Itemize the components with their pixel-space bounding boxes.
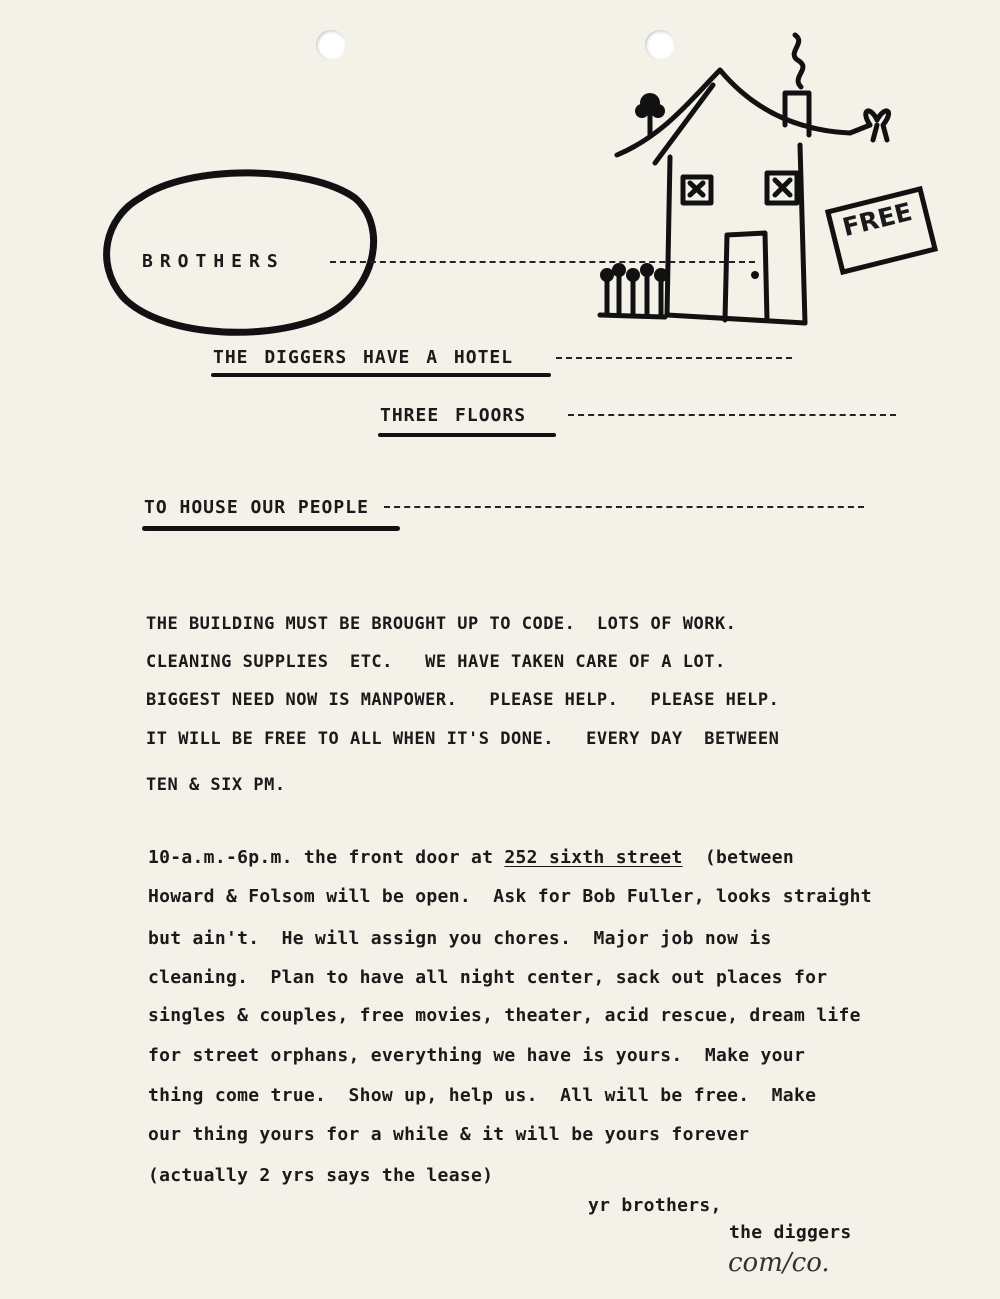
paragraph1-line: TEN & SIX PM.	[146, 775, 286, 795]
heading-house: TO HOUSE OUR PEOPLE	[144, 497, 369, 518]
paragraph2-line: Howard & Folsom will be open. Ask for Bob Fuller, looks straight	[148, 886, 872, 907]
dashed-leader-hotel	[556, 357, 792, 359]
handwritten-note: com/co.	[728, 1248, 830, 1278]
heading-floors-underline	[378, 433, 556, 437]
free-sign-text: FREE	[839, 196, 915, 243]
paragraph2-line: (actually 2 yrs says the lease)	[148, 1165, 494, 1186]
closing: yr brothers,	[588, 1195, 722, 1216]
circle-label: BROTHERS	[142, 251, 285, 272]
paragraph1-line: BIGGEST NEED NOW IS MANPOWER. PLEASE HELP. PLEASE HELP.	[146, 690, 780, 710]
between-text: (between	[682, 847, 794, 868]
heading-floors: THREE FLOORS	[380, 405, 527, 426]
punch-hole-left	[316, 30, 346, 60]
paragraph2-line: but ain't. He will assign you chores. Major job now is	[148, 928, 772, 949]
paragraph1-line: THE BUILDING MUST BE BROUGHT UP TO CODE. LOTS OF WORK.	[146, 614, 737, 634]
paragraph2-line: singles & couples, free movies, theater, acid rescue, dream life	[148, 1005, 861, 1026]
address: 252 sixth street	[504, 847, 683, 868]
time-range: 10-a.m.-6p.m. the front door at	[148, 847, 505, 868]
paragraph2-line: cleaning. Plan to have all night center, sack out places for	[148, 967, 828, 988]
paragraph2-first-line	[148, 847, 794, 868]
heading-house-underline	[142, 526, 400, 531]
dashed-leader-house	[384, 506, 864, 508]
paragraph2-line: for street orphans, everything we have is yours. Make your	[148, 1045, 806, 1066]
paragraph2-line: our thing yours for a while & it will be yours forever	[148, 1124, 750, 1145]
dashed-leader-floors	[568, 414, 896, 416]
heading-hotel-underline	[211, 373, 551, 377]
signature: the diggers	[729, 1222, 852, 1243]
paragraph1-line: IT WILL BE FREE TO ALL WHEN IT'S DONE. EVERY DAY BETWEEN	[146, 729, 780, 749]
paragraph1-line: CLEANING SUPPLIES ETC. WE HAVE TAKEN CARE OF A LOT.	[146, 652, 726, 672]
paragraph2-line: thing come true. Show up, help us. All will be free. Make	[148, 1085, 817, 1106]
heading-hotel: THE DIGGERS HAVE A HOTEL	[213, 347, 514, 368]
house-drawing	[595, 25, 940, 330]
